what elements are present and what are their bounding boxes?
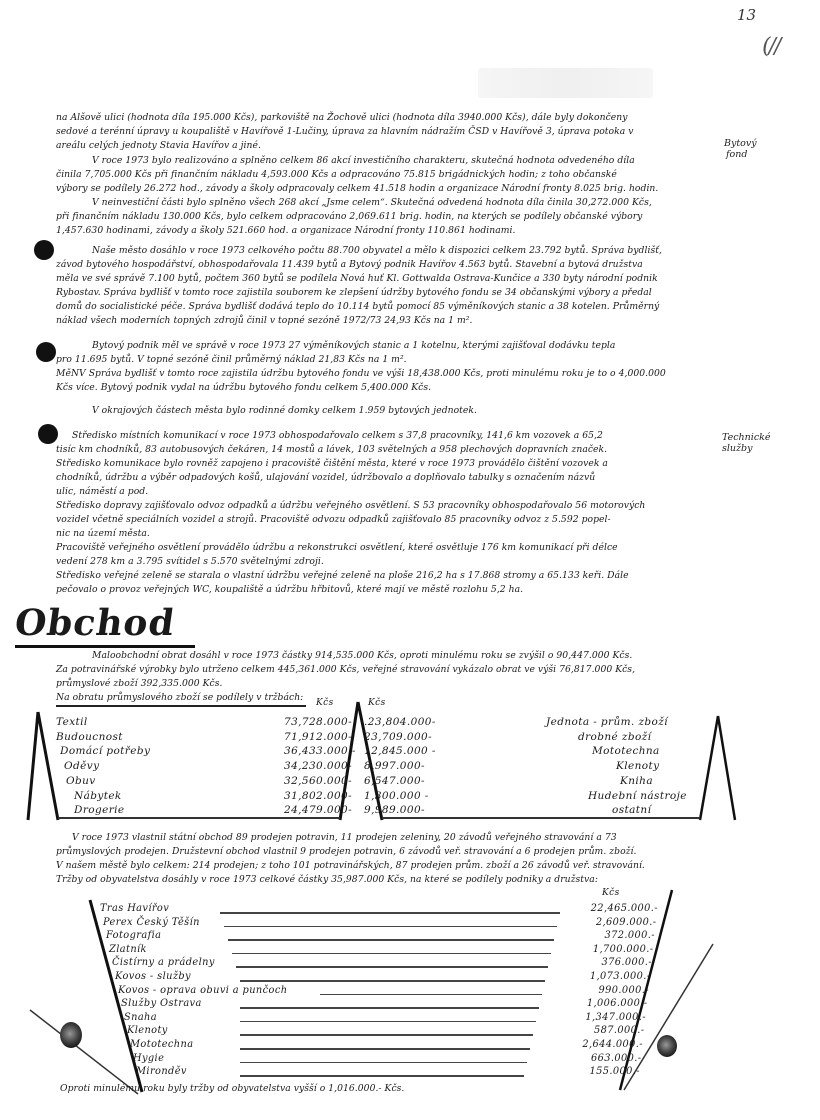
page-number: 13 xyxy=(737,6,757,24)
service-value: 1,347.000.- xyxy=(585,1011,646,1023)
column-header-kcs: Kčs xyxy=(316,698,334,708)
margin-note-line: Bytový xyxy=(724,138,757,149)
service-name: Mototechna xyxy=(130,1039,194,1050)
margin-note-line: fond xyxy=(726,149,748,160)
service-name: Služby Ostrava xyxy=(121,998,202,1010)
text-line: ulic, náměstí a pod. xyxy=(56,486,149,497)
category-label: Oděvy xyxy=(64,760,100,773)
right-label: drobné zboží xyxy=(578,730,652,743)
column-header-kcs: Kčs xyxy=(602,888,620,898)
service-value: 22,465.000.- xyxy=(590,903,658,914)
service-value: 155.000.- xyxy=(589,1066,640,1078)
service-name: Kovos - oprava obuvi a punčoch xyxy=(118,984,288,996)
value-a: 36,433.000 - xyxy=(284,745,356,758)
text-line: V okrajových částech města bylo rodinné domky celkem 1.959 bytových jednotek. xyxy=(92,405,477,416)
text-line: MěNV Správa bydlišť v tomto roce zajistila údržbu bytového fondu ve výši 18,438.000 Kčs, proti minulému roku je to o 4,000.000 xyxy=(56,368,666,379)
text-line: průmyslové zboží 392,335.000 Kčs. xyxy=(56,678,223,689)
text-line: Tržby od obyvatelstva dosáhly v roce 1973 celkové částky 35,987.000 Kčs, na které se podílely podniky a družstva: xyxy=(56,874,598,885)
value-a: 34,230.000- xyxy=(284,760,353,773)
text-line: vedení 278 km a 3.795 svítidel s 5.570 světelnými zdroji. xyxy=(56,556,324,567)
leader-line xyxy=(320,994,542,996)
category-label: Drogerie xyxy=(74,804,125,817)
right-label: Kniha xyxy=(620,774,653,787)
text-line: Pracoviště veřejného osvětlení provádělo údržbu a rekonstrukci osvětlení, které osvětluje 176 km komunikací při délce xyxy=(56,542,618,553)
value-a: 24,479.000- xyxy=(284,804,353,817)
text-line: Bytový podnik měl ve správě v roce 1973 27 výměníkových stanic a 1 kotelnu, kterými zajišťoval dodávku tepla xyxy=(92,340,616,351)
text-line: průmyslových prodejen. Družstevní obchod vlastnil 9 prodejen potravin, 6 závodů veř. stravování a 6 prodejen prům. zboží. xyxy=(56,846,637,857)
text-line: pečovalo o provoz veřejných WC, koupaliště a údržbu hřbitovů, které mají ve městě rozlohu 5,2 ha. xyxy=(56,584,524,595)
text-line: Za potravinářské výrobky bylo utrženo celkem 445,361.000 Kčs, veřejné stravování vykázalo obrat ve výši 76,817.000 Kčs, xyxy=(56,664,636,675)
text-line: Středisko komunikace bylo rovněž zapojeno i pracoviště čištění města, které v roce 1973 provádělo čištění vozovek a xyxy=(56,458,608,469)
service-value: 376.000.- xyxy=(601,957,652,969)
leader-line xyxy=(232,953,551,955)
roman-mark: (// xyxy=(759,34,782,59)
service-value: 663.000.- xyxy=(590,1052,642,1064)
text-line: vozidel včetně speciálních vozidel a strojů. Pracoviště odvozu odpadků zajišťovalo 85 pracovníky odvoz z 5.592 popel- xyxy=(56,514,611,525)
value-b: 9,989.000- xyxy=(364,804,425,817)
text-line: měla ve své správě 7.100 bytů, počtem 360 bytů se podílela Nová huť Kl. Gottwalda Ostrava-Kunčice a 330 byty národní podnik xyxy=(56,273,658,284)
service-value: 990.000.- xyxy=(598,984,649,996)
category-label: Textil xyxy=(56,716,88,728)
closing-text: Oproti minulému roku byly tržby od obyvatelstva vyšší o 1,016.000.- Kčs. xyxy=(60,1083,405,1094)
value-b: .23,804.000- xyxy=(364,716,436,728)
right-label: Mototechna xyxy=(592,745,660,758)
right-label: Jednota - prům. zboží xyxy=(546,716,668,728)
service-value: 1,006.000.- xyxy=(586,998,648,1010)
value-b: 12,845.000 - xyxy=(364,745,436,758)
service-value: 372.000.- xyxy=(604,930,655,942)
value-a: 71,912.000- xyxy=(284,730,353,743)
service-name: Kovos - služby xyxy=(115,971,191,982)
value-a: 31,802.000- xyxy=(284,789,353,802)
text-line: Naše město dosáhlo v roce 1973 celkového počtu 88.700 obyvatel a mělo k dispozici celkem 23.792 bytů. Správa bydlišť, xyxy=(92,245,662,256)
category-label: Obuv xyxy=(66,774,96,787)
punch-hole-5 xyxy=(657,1035,677,1057)
text-line: nic na území města. xyxy=(56,528,150,539)
service-name: Mironděv xyxy=(136,1066,187,1078)
text-line: chodníků, údržbu a výběr odpadových košů, ulajování vozidel, údržbovalo a doplňovalo tabulky s označením názvů xyxy=(56,472,596,483)
service-name: Hygie xyxy=(133,1052,165,1064)
text-line: domů do socialistické péče. Správa bydlišť dodává teplo do 10.114 bytů pomocí 85 výměníkových stanic a 38 kotelen. Průměrný xyxy=(56,301,660,312)
value-b: 6,547.000- xyxy=(364,774,425,787)
text-line: tisíc km chodníků, 83 autobusových čekáren, 14 mostů a lávek, 103 světelných a 958 plechových dopravních značek. xyxy=(56,444,608,455)
leader-line xyxy=(240,1007,539,1009)
text-line: Rybostav. Správa bydlišť v tomto roce zajistila souborem ke zlepšení údržby bytového fondu se 34 občanskými výbory a předal xyxy=(56,287,652,298)
leader-line xyxy=(220,912,560,914)
leader-line xyxy=(240,1021,536,1023)
service-name: Snaha xyxy=(124,1011,158,1023)
service-name: Čistírny a prádelny xyxy=(112,957,215,969)
right-label: ostatní xyxy=(612,804,652,817)
text-line: areálu celých jednoty Stavia Havířov a jiné. xyxy=(56,140,261,151)
text-line: V roce 1973 bylo realizováno a splněno celkem 86 akcí investičního charakteru, skutečná hodnota odvedeného díla xyxy=(92,155,635,166)
right-label: Klenoty xyxy=(616,760,660,773)
text-line: činila 7,705.000 Kčs při finančním nákladu 4,593.000 Kčs a odpracováno 75.815 brigádnických hodin; z toho občanské xyxy=(56,169,617,180)
service-name: Tras Havířov xyxy=(100,903,170,914)
text-line: V neinvestiční části bylo splněno všech 268 akcí „Jsme celem“. Skutečná odvedená hodnota díla činila 30,272.000 Kčs, xyxy=(92,197,652,208)
service-name: Zlatník xyxy=(109,943,147,955)
leader-line xyxy=(240,1062,527,1064)
leader-line xyxy=(240,1034,533,1036)
service-value: 1,073.000.- xyxy=(589,971,651,982)
column-header-kcs: Kčs xyxy=(368,698,386,708)
text-line: 1,457.630 hodinami, závody a školy 521.660 hod. a organizace Národní fronty 110.861 hodinami. xyxy=(56,225,516,236)
leader-line xyxy=(240,980,545,982)
leader-line xyxy=(240,1048,530,1050)
value-b: 23,709.000- xyxy=(364,730,433,743)
text-line: V roce 1973 vlastnil státní obchod 89 prodejen potravin, 11 prodejen zeleniny, 20 závodů veřejného stravování a 73 xyxy=(72,832,617,843)
leader-line xyxy=(240,1075,524,1077)
service-value: 2,644.000.- xyxy=(582,1039,643,1050)
leader-line xyxy=(228,939,554,941)
right-label: Hudební nástroje xyxy=(588,789,687,802)
value-a: 73,728.000- xyxy=(284,716,353,728)
text-line: Na obratu průmyslového zboží se podílely v tržbách: xyxy=(56,692,304,703)
text-line: V našem městě bylo celkem: 214 prodejen; z toho 101 potravinářských, 87 prodejen prům. zboží a 26 závodů veř. stravování. xyxy=(56,860,645,871)
text-line: závod bytového hospodářství, obhospodařovala 11.439 bytů a Bytový podnik Havířov 4.563 bytů. Stavební a bytová družstva xyxy=(56,259,643,270)
service-name: Perex Český Těšín xyxy=(103,916,200,928)
value-a: 32,560.000- xyxy=(284,774,353,787)
service-name: Fotografia xyxy=(106,930,162,942)
text-line: výbory se podílely 26.272 hod., závody a školy odpracovaly celkem 41.518 hodin a organizace Národní fronty 8.025 brig. hodin. xyxy=(56,183,659,194)
text-line: náklad všech moderních topných zdrojů činil v topné sezóně 1972/73 24,93 Kčs na 1 m². xyxy=(56,315,473,326)
text-line: Středisko dopravy zajišťovalo odvoz odpadků a údržbu veřejného osvětlení. S 53 pracovníky obhospodařovalo 56 motorových xyxy=(56,500,646,511)
text-line: Kčs více. Bytový podnik vydal na údržbu bytového fondu celkem 5,400.000 Kčs. xyxy=(56,382,432,393)
service-name: Klenoty xyxy=(127,1025,168,1037)
leader-line xyxy=(236,966,548,968)
category-label: Nábytek xyxy=(74,789,122,802)
text-line: Středisko veřejné zeleně se starala o vlastní údržbu veřejné zeleně na ploše 216,2 ha s 17.868 stromy a 65.133 keři. Dále xyxy=(56,570,629,581)
service-value: 2,609.000.- xyxy=(595,916,657,928)
category-label: Budoucnost xyxy=(56,730,123,743)
margin-note-line: služby xyxy=(722,443,753,454)
text-line: sedové a terénní úpravy u koupaliště v Havířově 1-Lučiny, úprava za hlavním nádražím ČSD v Havířově 3, úprava potoka v xyxy=(56,126,634,137)
punch-hole-4 xyxy=(60,1022,82,1048)
margin-note-line: Technické xyxy=(722,432,771,443)
text-line: na Alšově ulici (hodnota díla 195.000 Kčs), parkoviště na Žochově ulici (hodnota díla 3940.000 Kčs), dále byly dokončeny xyxy=(56,112,628,123)
leader-line xyxy=(224,926,557,928)
value-b: 8,997.000- xyxy=(364,760,425,773)
service-value: 587.000.- xyxy=(593,1025,645,1037)
text-line: při finančním nákladu 130.000 Kčs, bylo celkem odpracováno 2,069.611 brig. hodin, na kterých se podílely občanské výbory xyxy=(56,211,643,222)
value-b: 1,300.000 - xyxy=(364,789,429,802)
text-line: Maloobchodní obrat dosáhl v roce 1973 částky 914,535.000 Kčs, oproti minulému roku se zvýšil o 90,447.000 Kčs. xyxy=(92,650,633,661)
text-line: Středisko místních komunikací v roce 1973 obhospodařovalo celkem s 37,8 pracovníky, 141,6 km vozovek a 65,2 xyxy=(72,430,603,441)
section-title: Obchod xyxy=(12,602,178,644)
category-label: Domácí potřeby xyxy=(60,745,151,758)
service-value: 1,700.000.- xyxy=(592,943,654,955)
text-line: pro 11.695 bytů. V topné sezóně činil průměrný náklad 21,83 Kčs na 1 m². xyxy=(56,354,407,365)
